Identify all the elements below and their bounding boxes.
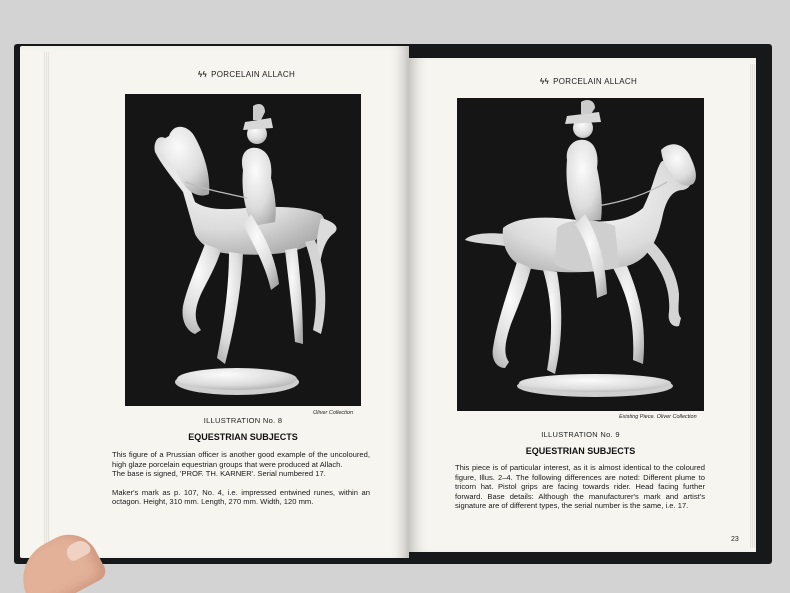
left-running-head (198, 70, 295, 79)
left-page-edges (44, 52, 50, 552)
left-page (20, 46, 409, 558)
ss-rune-mark: ϟϟ (198, 70, 208, 79)
right-illustration-label: ILLUSTRATION No. 9 (541, 430, 620, 439)
left-photo-credit: Oliver Collection (313, 410, 354, 416)
right-page-edges (750, 64, 756, 548)
left-body-text (112, 450, 370, 507)
right-section-heading: EQUESTRIAN SUBJECTS (525, 446, 636, 456)
right-running-head-text: PORCELAIN ALLACH (553, 77, 638, 86)
right-paragraph: This piece is of particular interest, as it is almost identical to the coloured figure, Illus. 2–4. The following differences are noted: Different plume to tricorn hat. Pistol grips are facing towards rider. Head facing further forward. Base details: Although the manufacturer's mark and artist's signature are of different types, the serial number is the same, i.e. 17. (455, 463, 705, 511)
left-section-heading: EQUESTRIAN SUBJECTS (188, 432, 298, 442)
page-number: 23 (731, 536, 739, 543)
ss-rune-mark: ϟϟ (540, 77, 550, 86)
right-body-text (455, 463, 705, 511)
left-paragraph: Maker's mark as p. 107, No. 4, i.e. impressed entwined runes, within an octagon. Height, 310 mm. Length, 270 mm. Width, 120 mm. (112, 487, 370, 507)
porcelain-horse-rider-image (125, 94, 361, 406)
left-paragraph: This figure of a Prussian officer is another good example of the uncoloured, high glaze porcelain equestrian groups that were produced at Allach. (112, 450, 370, 469)
right-running-head (540, 77, 637, 86)
porcelain-horse-rider-image (457, 98, 704, 411)
left-photo (125, 94, 361, 406)
left-paragraph: The base is signed, 'PROF. TH. KARNER'. Serial numbered 17. (112, 469, 326, 479)
left-running-head-text: PORCELAIN ALLACH (211, 70, 296, 79)
right-photo (457, 98, 704, 411)
right-photo-credit: Existing Piece. Oliver Collection (619, 414, 697, 420)
right-page (409, 58, 756, 552)
left-illustration-label: ILLUSTRATION No. 8 (203, 416, 283, 425)
